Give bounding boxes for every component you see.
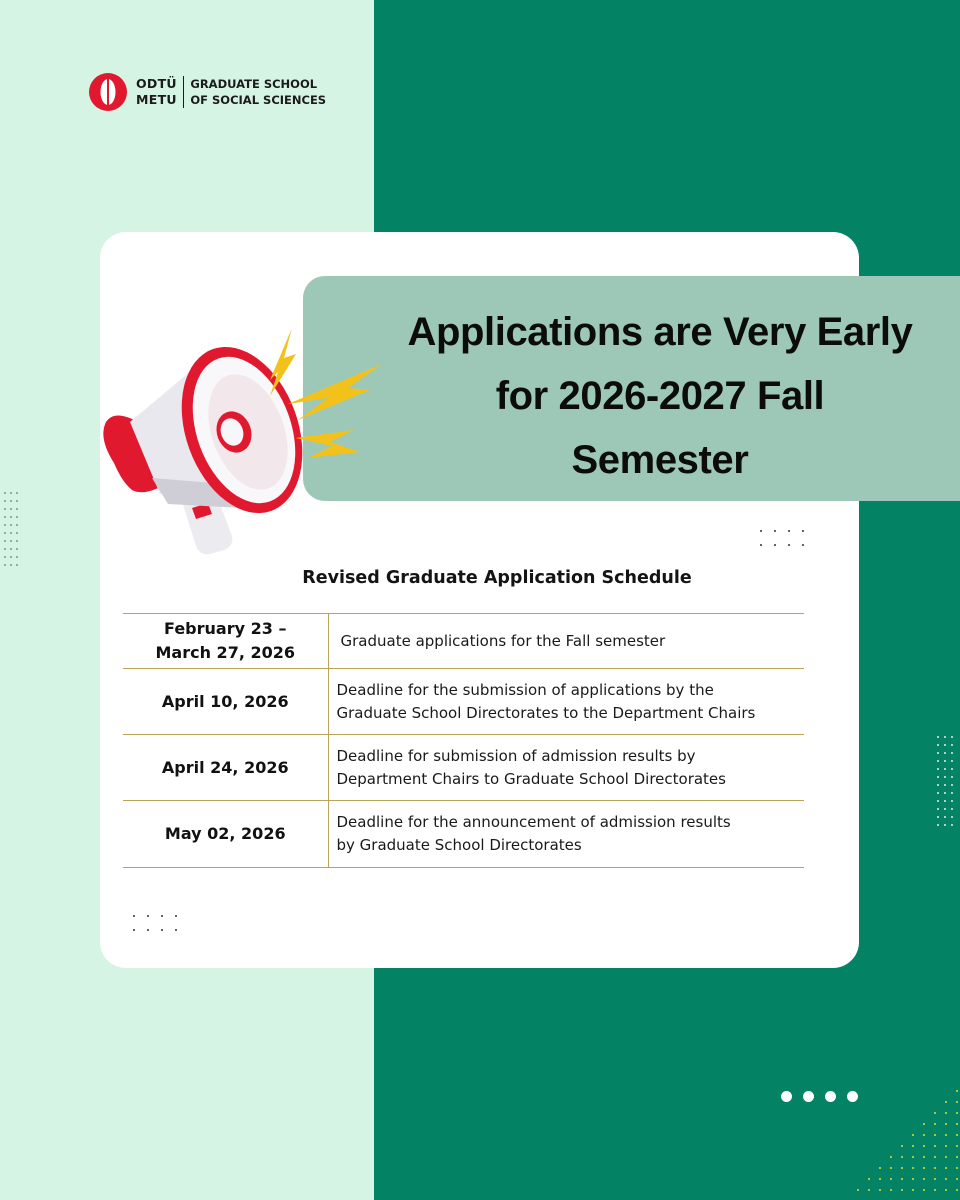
schedule-description-line: by Graduate School Directorates	[336, 836, 582, 854]
schedule-description	[328, 735, 804, 801]
pagination-dot[interactable]	[781, 1091, 792, 1102]
schedule-description-line: Graduate applications for the Fall semester	[340, 631, 666, 650]
schedule-date	[123, 735, 328, 801]
title-line-1: Applications are Very Early	[407, 310, 913, 354]
schedule-description	[328, 669, 804, 735]
table-row	[123, 801, 804, 868]
schedule-description-line: Graduate School Directorates to the Department Chairs	[336, 703, 756, 722]
metu-emblem-icon	[88, 72, 128, 112]
schedule-description	[328, 614, 804, 669]
title-line-3: Semester	[571, 438, 749, 482]
pagination-dot[interactable]	[825, 1091, 836, 1102]
logo-divider	[183, 76, 185, 108]
schedule-date-line: April 24, 2026	[161, 757, 289, 777]
table-row	[123, 735, 804, 801]
schedule-description-line: Deadline for submission of admission results by	[336, 746, 696, 765]
logo-school-line1: GRADUATE SCHOOL	[190, 77, 318, 91]
pagination-dot[interactable]	[803, 1091, 814, 1102]
logo-school-line2: OF SOCIAL SCIENCES	[190, 93, 327, 107]
schedule-date-line: March 27, 2026	[155, 643, 295, 662]
metu-logo	[88, 72, 326, 112]
schedule-title: Revised Graduate Application Schedule	[302, 568, 692, 588]
table-row	[123, 669, 804, 735]
schedule-date-line: April 10, 2026	[161, 691, 289, 711]
logo-name-en: METU	[136, 92, 177, 107]
title-line-2: for 2026-2027 Fall	[495, 374, 825, 418]
schedule-date	[123, 614, 328, 669]
schedule-table	[123, 613, 804, 868]
megaphone-icon	[92, 318, 402, 568]
schedule-description	[328, 801, 804, 868]
table-row	[123, 614, 804, 669]
schedule-date	[123, 801, 328, 868]
pagination-dot[interactable]	[847, 1091, 858, 1102]
schedule-description-line: Deadline for the announcement of admission results	[336, 813, 731, 831]
schedule-date-line: May 02, 2026	[164, 824, 286, 843]
logo-school-name	[190, 76, 326, 108]
logo-wordmark	[136, 76, 177, 108]
schedule-description-line: Department Chairs to Graduate School Directorates	[336, 769, 726, 788]
carousel-pagination	[781, 1091, 858, 1102]
logo-name-tr: ODTÜ	[136, 76, 177, 91]
schedule-description-line: Deadline for the submission of applications by the	[336, 680, 714, 699]
announcement-title	[360, 300, 960, 492]
schedule-date	[123, 669, 328, 735]
schedule-date-line: February 23 –	[164, 619, 287, 638]
